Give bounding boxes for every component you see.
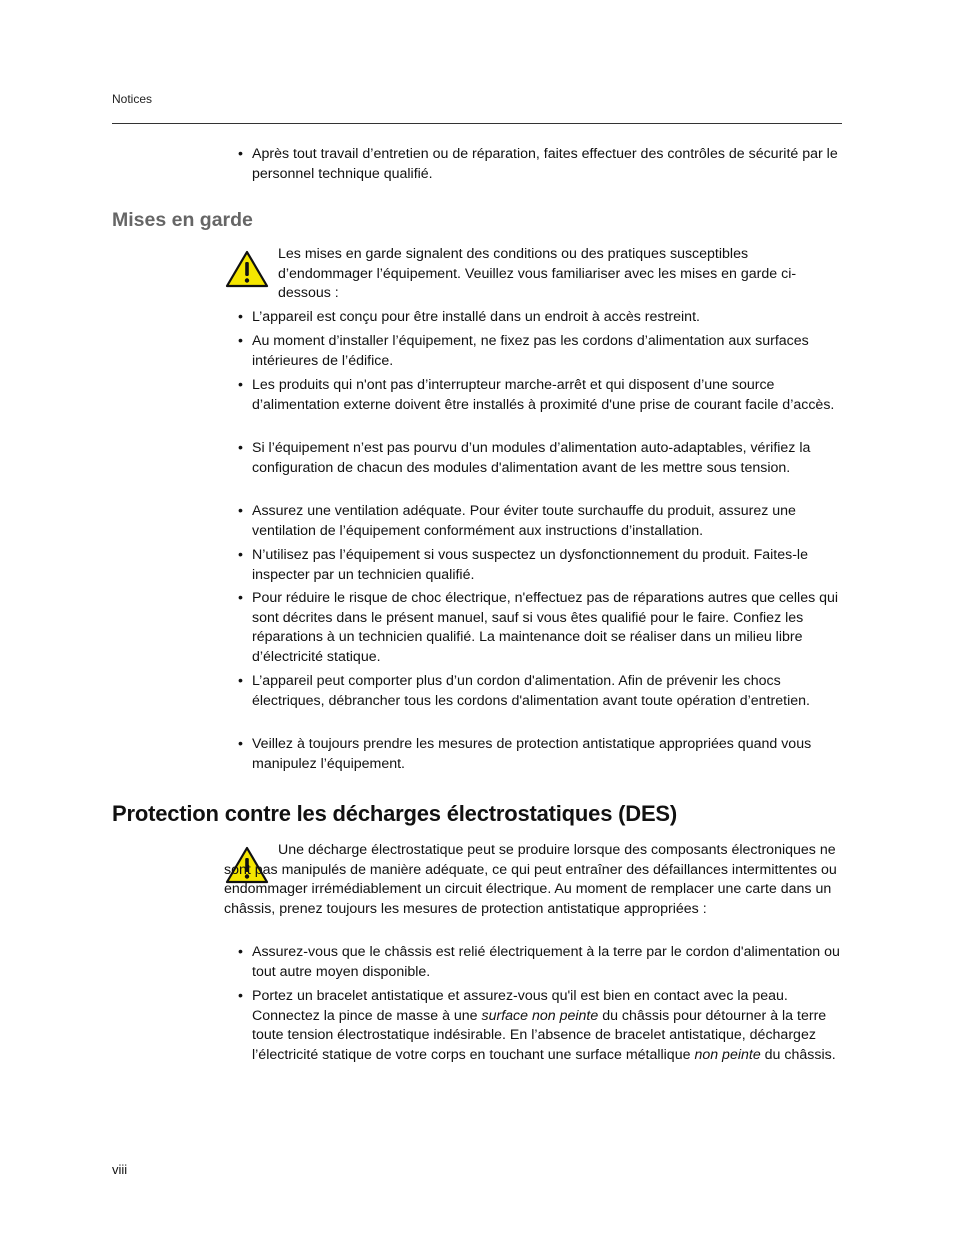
list-item: • Portez un bracelet antistatique et assurez-vous qu'il est bien en contact avec la peau. Connectez la pince de masse à une surface non peinte du châssis pour détourner à la terre toute tension électrostatique indésirable. En l’absence de bracelet antistatique, déchargez l’électricité statique de votre corps en touchant une surface métallique non peinte du châssis.: [238, 988, 836, 1063]
header-divider: [112, 123, 842, 124]
warning-triangle-icon: [225, 250, 269, 288]
list-item: • Assurez une ventilation adéquate. Pour éviter toute surchauffe du produit, assurez une ventilation de l’équipement conformément aux instructions d’installation.: [238, 503, 796, 539]
section-heading-esd: Protection contre les décharges électrostatiques (DES): [112, 801, 678, 826]
list-item: • N’utilisez pas l’équipement si vous suspectez un dysfonctionnement du produit. Faites-le inspecter par un technicien qualifié.: [238, 547, 808, 583]
list-item: • Les produits qui n'ont pas d’interrupteur marche-arrêt et qui disposent d’une source d’alimentation externe doivent être installés à proximité d'une prise de courant facile d’accès.: [238, 377, 835, 413]
page-number: viii: [112, 1162, 128, 1177]
section-heading-cautions: Mises en garde: [112, 209, 253, 231]
running-header: Notices: [112, 92, 153, 106]
cautions-intro: Les mises en garde signalent des conditions ou des pratiques susceptibles d’endommager l’équipement. Veuillez vous familiariser avec les mises en garde ci-dessous :: [278, 246, 797, 302]
list-item: • Pour réduire le risque de choc électrique, n'effectuez pas de réparations autres que celles qui sont décrites dans le présent manuel, sauf si vous êtes qualifié pour le faire. Confiez les réparations à un technicien qualifié. La maintenance doit se réaliser dans un milieu libre d’électricité statique.: [238, 590, 839, 665]
list-item: • Assurez-vous que le châssis est relié électriquement à la terre par le cordon d'alimentation ou tout autre moyen disponible.: [238, 944, 840, 980]
list-item: • L’appareil est conçu pour être installé dans un endroit à accès restreint.: [238, 309, 700, 325]
list-item: • Veillez à toujours prendre les mesures de protection antistatique appropriées quand vous manipulez l’équipement.: [238, 736, 812, 772]
esd-intro: Une décharge électrostatique peut se produire lorsque des composants électroniques ne sont pas manipulés de manière adéquate, ce qui peut entraîner des défaillances intermittentes ou endommager irrémédiablement un circuit électrique. Au moment de remplacer une carte dans un châssis, prenez toujours les mesures de protection antistatique appropriées :: [224, 842, 837, 917]
list-item: • L’appareil peut comporter plus d’un cordon d'alimentation. Afin de prévenir les chocs électriques, débrancher tous les cordons d'alimentation avant toute opération d’entretien.: [238, 673, 810, 709]
list-item: • Au moment d’installer l’équipement, ne fixez pas les cordons d’alimentation aux surfaces intérieures de l’édifice.: [238, 333, 809, 369]
list-item: • Si l’équipement n’est pas pourvu d’un modules d’alimentation auto-adaptables, vérifiez la configuration de chacun des modules d'alimentation avant de les mettre sous tension.: [238, 440, 811, 476]
list-item: • Après tout travail d’entretien ou de réparation, faites effectuer des contrôles de sécurité par le personnel technique qualifié.: [238, 146, 838, 182]
